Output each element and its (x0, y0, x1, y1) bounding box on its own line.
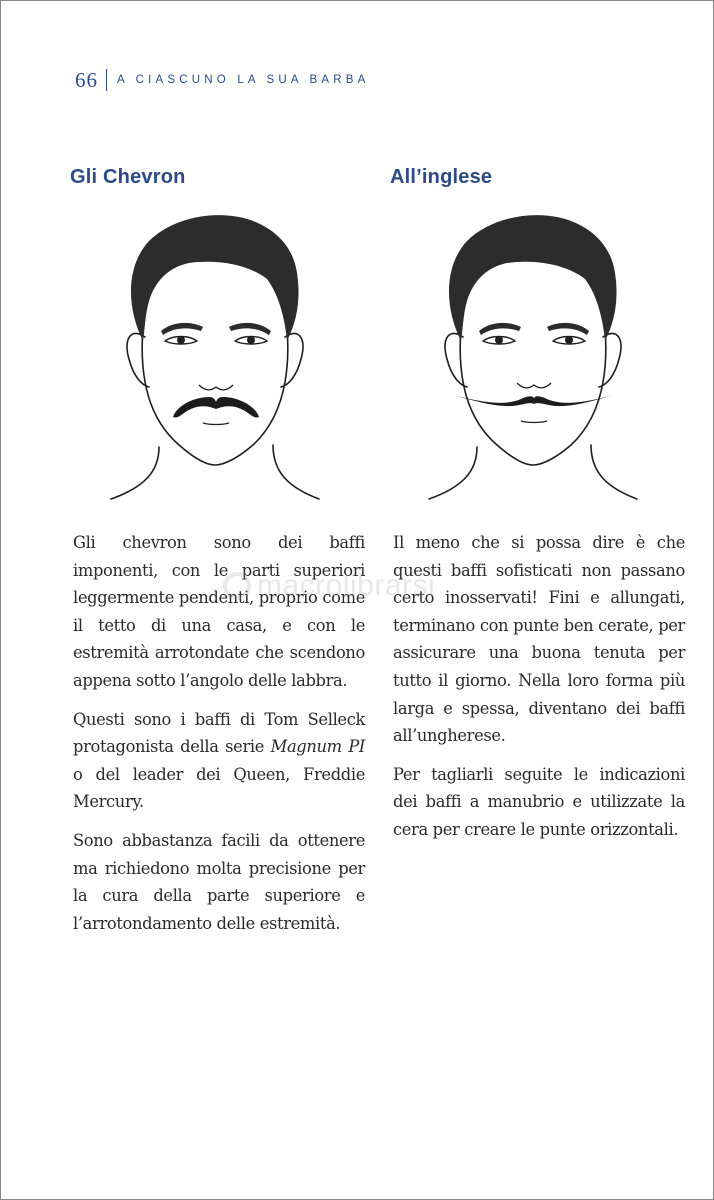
section-title-all-inglese: All’inglese (390, 166, 493, 188)
running-header (75, 67, 370, 93)
paragraph: Per tagliarli seguite le indicazioni dei baffi a manubrio e utilizzate la cera per creare le punte orizzontali. (393, 764, 685, 839)
left-column-text (73, 529, 365, 948)
pupil-left (495, 336, 503, 344)
chevron-moustache (173, 397, 259, 418)
paragraph-text: o del leader dei Queen, Freddie Mercury. (73, 764, 365, 812)
eyebrow-right (229, 323, 271, 335)
face-outline (429, 327, 637, 499)
eyebrow-left (479, 323, 521, 335)
english-moustache-illustration (417, 209, 647, 504)
section-title-chevron: Gli Chevron (70, 166, 186, 188)
header-divider (106, 69, 107, 91)
pupil-left (177, 336, 185, 344)
pupil-right (247, 336, 255, 344)
paragraph-text: Questi sono i baffi di Tom Selleck protagonista della serie (73, 709, 365, 757)
lips (203, 423, 229, 425)
lips (521, 421, 547, 423)
tv-series-title: Magnum PI (270, 737, 366, 757)
paragraph: Il meno che si possa dire è che questi baffi sofisticati non passano certo inosservati! Fini e allungati, terminano con punte ben cerate, per assicurare una buona tenuta per tutto il giorno. Nella loro forma più larga e spessa, diventano dei baffi all’ungherese. (393, 533, 685, 746)
paragraph: Sono abbastanza facili da ottenere ma richiedono molta precisione per la cura della parte superiore e l’arrotondamento delle estremità. (73, 830, 365, 933)
eyebrow-left (161, 323, 203, 335)
face-outline (111, 327, 319, 499)
running-book-title: A CIASCUNO LA SUA BARBA (117, 74, 370, 86)
right-column-text (393, 529, 685, 855)
pupil-right (565, 336, 573, 344)
watermark-text: macrolibrarsi (257, 569, 436, 602)
english-moustache (453, 395, 613, 406)
nose (517, 383, 551, 388)
nose (199, 385, 233, 390)
eyebrow-right (547, 323, 589, 335)
page-number: 66 (75, 67, 98, 92)
paragraph: Gli chevron sono dei baffi imponenti, con le parti superiori leggermente pendenti, proprio come il tetto di una casa, e con le estremità arrotondate che scendono appena sotto l’angolo delle labbra. (73, 533, 365, 690)
paragraph (73, 706, 365, 816)
hair-shape (131, 215, 299, 341)
hair-shape (449, 215, 617, 341)
chevron-moustache-illustration (99, 209, 329, 504)
